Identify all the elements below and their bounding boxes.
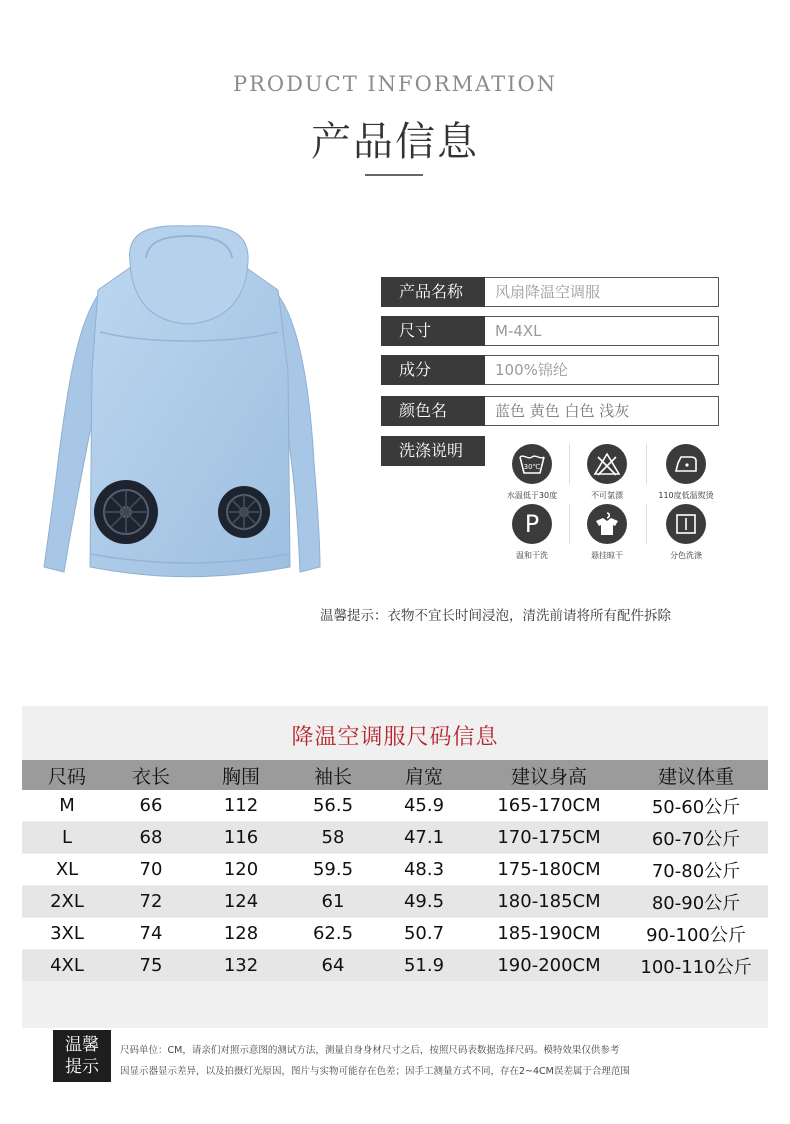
table-cell: 120 bbox=[190, 854, 292, 886]
table-cell: 3XL bbox=[22, 918, 112, 950]
iron-low-temp-icon bbox=[666, 444, 706, 484]
table-cell: 128 bbox=[190, 918, 292, 950]
table-cell: 90-100公斤 bbox=[624, 918, 768, 950]
water-30-icon bbox=[512, 444, 552, 484]
table-row bbox=[22, 854, 768, 886]
table-cell: 58 bbox=[292, 822, 374, 854]
size-table bbox=[22, 760, 768, 982]
table-cell: 180-185CM bbox=[474, 886, 624, 918]
spec-row-name bbox=[381, 277, 719, 307]
header-height: 建议身高 bbox=[474, 760, 624, 790]
svg-text:30℃: 30℃ bbox=[523, 463, 541, 471]
table-cell: 56.5 bbox=[292, 790, 374, 822]
spec-row-material bbox=[381, 355, 719, 385]
dry-clean-p-icon: P bbox=[512, 504, 552, 544]
table-cell: XL bbox=[22, 854, 112, 886]
fan-right-icon bbox=[218, 486, 270, 538]
warm-tip-badge bbox=[53, 1030, 111, 1082]
care-tip: 温馨提示：衣物不宜长时间浸泡，清洗前请将所有配件拆除 bbox=[320, 608, 671, 624]
table-cell: 74 bbox=[112, 918, 190, 950]
size-chart-title: 降温空调服尺码信息 bbox=[291, 725, 499, 750]
hang-dry-icon bbox=[587, 504, 627, 544]
wash-separately-icon bbox=[666, 504, 706, 544]
table-row bbox=[22, 822, 768, 854]
header-weight: 建议体重 bbox=[624, 760, 768, 790]
title-english: PRODUCT INFORMATION bbox=[232, 72, 558, 96]
care-item bbox=[492, 504, 572, 561]
table-cell: 124 bbox=[190, 886, 292, 918]
table-cell: 49.5 bbox=[374, 886, 474, 918]
title-chinese: 产品信息 bbox=[311, 119, 479, 165]
table-cell: 68 bbox=[112, 822, 190, 854]
care-label: 不可氯漂 bbox=[591, 491, 623, 500]
spec-value: 100%锦纶 bbox=[485, 355, 719, 385]
table-cell: 62.5 bbox=[292, 918, 374, 950]
header-sleeve: 袖长 bbox=[292, 760, 374, 790]
table-cell: 2XL bbox=[22, 886, 112, 918]
care-item bbox=[567, 504, 647, 561]
spec-row-size bbox=[381, 316, 719, 346]
table-row bbox=[22, 950, 768, 982]
table-cell: 50-60公斤 bbox=[624, 790, 768, 822]
table-cell: 132 bbox=[190, 950, 292, 982]
spec-label: 产品名称 bbox=[381, 277, 485, 307]
footer-note-line-1: 尺码单位：CM，请亲们对照示意图的测试方法，测量自身身材尺寸之后，按照尺码表数据选择尺码。模特效果仅供参考 bbox=[120, 1045, 620, 1056]
table-cell: 66 bbox=[112, 790, 190, 822]
spec-label: 颜色名 bbox=[381, 396, 485, 426]
table-cell: 190-200CM bbox=[474, 950, 624, 982]
table-cell: 112 bbox=[190, 790, 292, 822]
care-label: 水温低于30度 bbox=[506, 491, 558, 500]
spec-value: 风扇降温空调服 bbox=[485, 277, 719, 307]
table-cell: 165-170CM bbox=[474, 790, 624, 822]
table-cell: M bbox=[22, 790, 112, 822]
wash-label: 洗涤说明 bbox=[381, 436, 485, 466]
table-row bbox=[22, 790, 768, 822]
table-cell: 51.9 bbox=[374, 950, 474, 982]
warm-tip-badge-line: 提示 bbox=[65, 1057, 99, 1077]
table-header-row bbox=[22, 760, 768, 790]
no-bleach-icon bbox=[587, 444, 627, 484]
table-cell: 59.5 bbox=[292, 854, 374, 886]
spec-label: 成分 bbox=[381, 355, 485, 385]
table-cell: 47.1 bbox=[374, 822, 474, 854]
table-cell: 185-190CM bbox=[474, 918, 624, 950]
table-cell: 61 bbox=[292, 886, 374, 918]
header-size: 尺码 bbox=[22, 760, 112, 790]
table-cell: 72 bbox=[112, 886, 190, 918]
care-item bbox=[492, 444, 572, 501]
table-cell: 50.7 bbox=[374, 918, 474, 950]
warm-tip-badge-line: 温馨 bbox=[65, 1035, 99, 1055]
care-item bbox=[567, 444, 647, 501]
header-chest: 胸围 bbox=[190, 760, 292, 790]
table-cell: 45.9 bbox=[374, 790, 474, 822]
table-cell: 70 bbox=[112, 854, 190, 886]
spec-label: 尺寸 bbox=[381, 316, 485, 346]
spec-row-color bbox=[381, 396, 719, 426]
fan-left-icon bbox=[94, 480, 158, 544]
spec-value: M-4XL bbox=[485, 316, 719, 346]
care-item bbox=[646, 444, 726, 501]
title-divider bbox=[365, 174, 423, 176]
table-cell: 75 bbox=[112, 950, 190, 982]
care-label: 110度低温熨烫 bbox=[658, 491, 714, 500]
table-cell: 60-70公斤 bbox=[624, 822, 768, 854]
footer-note-line-2: 因显示器显示差异，以及拍摄灯光原因，图片与实物可能存在色差；因手工测量方式不同，存在2~4CM误差属于合理范围 bbox=[120, 1066, 630, 1077]
table-cell: 48.3 bbox=[374, 854, 474, 886]
header-length: 衣长 bbox=[112, 760, 190, 790]
table-cell: L bbox=[22, 822, 112, 854]
header-shoulder: 肩宽 bbox=[374, 760, 474, 790]
care-label: 悬挂晾干 bbox=[591, 551, 623, 560]
table-cell: 100-110公斤 bbox=[624, 950, 768, 982]
product-image-jacket bbox=[38, 222, 338, 592]
table-cell: 70-80公斤 bbox=[624, 854, 768, 886]
care-item bbox=[646, 504, 726, 561]
table-cell: 80-90公斤 bbox=[624, 886, 768, 918]
table-cell: 64 bbox=[292, 950, 374, 982]
table-cell: 170-175CM bbox=[474, 822, 624, 854]
table-cell: 116 bbox=[190, 822, 292, 854]
spec-value: 蓝色 黄色 白色 浅灰 bbox=[485, 396, 719, 426]
table-cell: 4XL bbox=[22, 950, 112, 982]
table-row bbox=[22, 886, 768, 918]
care-label: 温和干洗 bbox=[516, 551, 548, 560]
table-cell: 175-180CM bbox=[474, 854, 624, 886]
care-label: 分色洗涤 bbox=[670, 551, 702, 560]
table-row bbox=[22, 918, 768, 950]
